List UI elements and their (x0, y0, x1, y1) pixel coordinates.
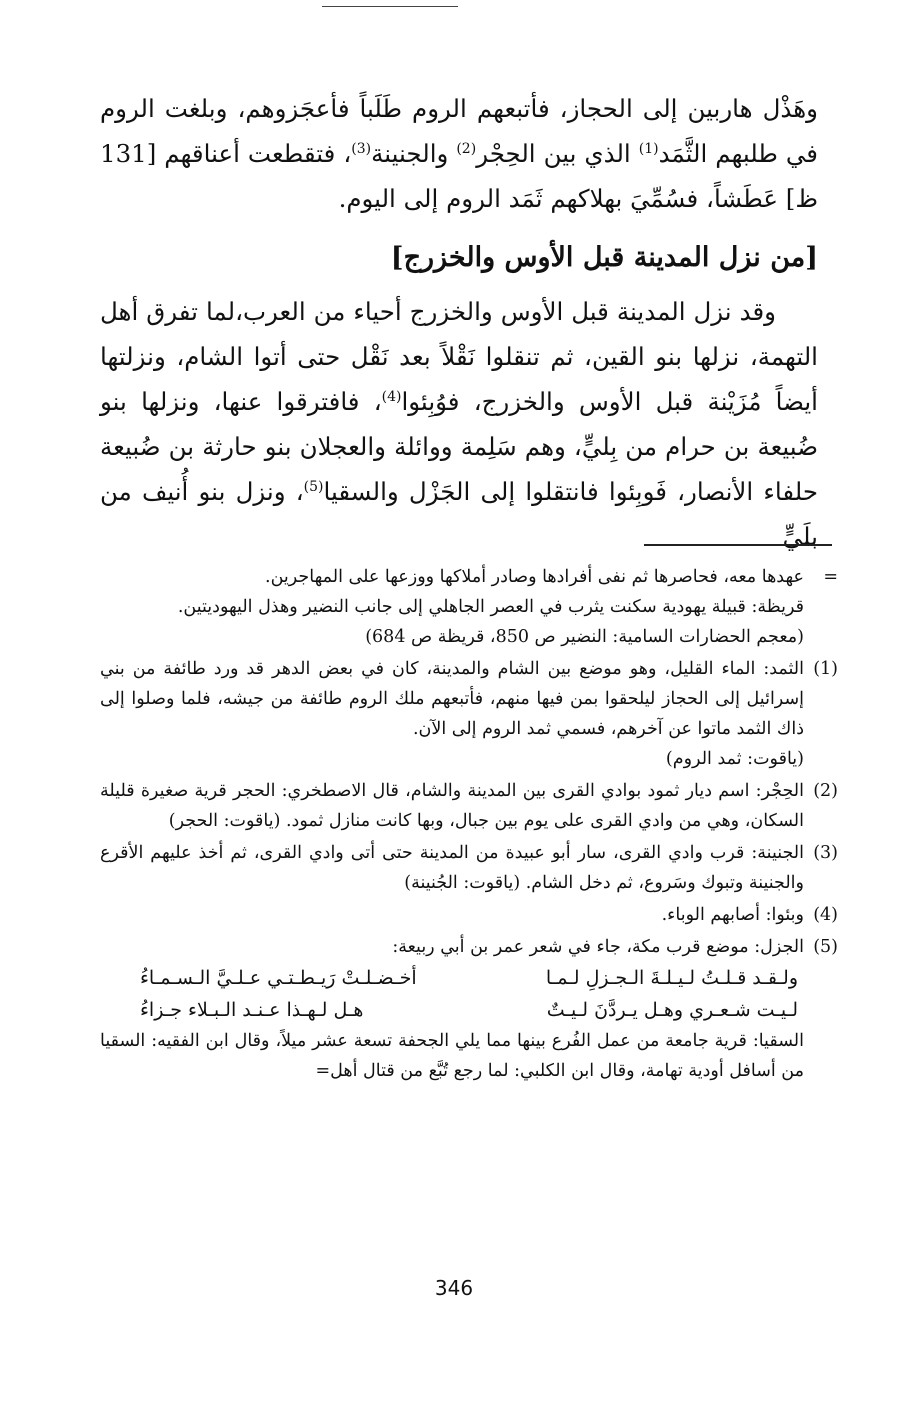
footnote-2 (100, 776, 838, 836)
footnote-text-continued: السقيا: قرية جامعة من عمل الفُرع بينها مما يلي الجحفة تسعة عشر ميلاً، وقال ابن الفقيه: السقيا من أسافل أودية تهامة، وقال ابن الكلبي: لما رجع تُبَّع من قتال أهل= (100, 1031, 804, 1081)
footnote-1 (100, 654, 838, 774)
footnote-ref-1[interactable]: (1) (638, 140, 659, 157)
footnote-number: (1) (813, 659, 838, 679)
footnote-continuation (100, 562, 838, 652)
continuation-line: عهدها معه، فحاصرها ثم نفى أفرادها وصادر أملاكها ووزعها على المهاجرين. (265, 567, 804, 587)
footnote-source: (ياقوت: ثمد الروم) (665, 749, 804, 769)
footnote-4 (100, 900, 838, 930)
footnote-3 (100, 838, 838, 898)
footnote-ref-3[interactable]: (3) (351, 140, 372, 157)
footnote-text: الجنينة: قرب وادي القرى، سار أبو عبيدة من المدينة حتى أتى وادي القرى، ثم أخذ عليهم الأقرع والجنينة وتبوك وسَروع، ثم دخل الشام. (ياقوت: الجُنينة) (100, 843, 804, 893)
continuation-marker: = (823, 567, 838, 587)
hemistich-first: ولـقـد قـلـتُ لـيـلـةَ الـجـزلِ لـمـا (545, 967, 798, 989)
paragraph-2: وقد نزل المدينة قبل الأوس والخزرج أحياء من العرب،لما تفرق أهل التهمة، نزلها بنو القين، ثم تنقلوا نَقْلاً بعد نَقْل حتى أتوا الشام، ونزلتها أيضاً مُزَيْنة قبل الأوس والخزرج، فوُبِئوا$^{(4)}$، فافترقوا عنها، ونزلها بنو ضُبيعة بن حرام من بِليٍّ، وهم سَلِمة ووائلة والعجلان بنو حارثة بن ضُبيعة حلفاء الأنصار، فَوبِئوا فانتقلوا إلى الجَزْل والسقيا$^{(5)}$، ونزل بنو أُنيف من بلَيٍّ (100, 297, 818, 551)
footnote-text: الثمد: الماء القليل، وهو موضع بين الشام والمدينة، كان في بعض الدهر قد ورد طائفة من بني إسرائيل إلى الحجاز ليلحقوا بمن فيها منهم، فأتبعهم ملك الروم طائفة من جيشه، فلما وصلوا إلى ذاك الثمد ماتوا عن آخرهم، فسمي ثمد الروم إلى الآن. (100, 659, 804, 739)
poem-verse-1 (100, 962, 804, 994)
footnote-separator (644, 544, 832, 546)
footnotes (100, 562, 838, 1088)
footnote-number: (3) (813, 843, 838, 863)
hemistich-second: هـل لـهـذا عـنـد الـبـلاء جـزاءُ (140, 999, 364, 1021)
hemistich-first: لـيـت شـعـري وهـل يـردَّنَ لـيـتٌ (546, 999, 798, 1021)
footnote-ref-4[interactable]: (4) (381, 388, 402, 405)
section-heading: [من نزل المدينة قبل الأوس والخزرج] (390, 242, 818, 273)
footnote-text: الجزل: موضع قرب مكة، جاء في شعر عمر بن أبي ربيعة: (392, 937, 804, 957)
footnote-number: (4) (813, 905, 838, 925)
footnote-number: (2) (813, 781, 838, 801)
top-rule (322, 6, 458, 7)
footnote-text: وبئوا: أصابهم الوباء. (661, 905, 804, 925)
footnote-ref-5[interactable]: (5) (303, 478, 324, 495)
footnote-5 (100, 932, 838, 1086)
continuation-line: قريظة: قبيلة يهودية سكنت يثرب في العصر الجاهلي إلى جانب النضير وهذل اليهوديتين. (177, 597, 804, 617)
footnote-number: (5) (813, 937, 838, 957)
main-text (100, 86, 818, 559)
poem-verse-2 (100, 994, 804, 1026)
continuation-source: (معجم الحضارات السامية: النضير ص 850، قريظة ص 684) (365, 627, 804, 647)
page-number: 346 (434, 1276, 474, 1300)
footnote-text: الحِجْر: اسم ديار ثمود بوادي القرى بين المدينة والشام، قال الاصطخري: الحجر قرية صغيرة قليلة السكان، وهي من وادي القرى على يوم بين جبال، وبها كانت منازل ثمود. (ياقوت: الحجر) (100, 781, 804, 831)
hemistich-second: أخـضـلـتْ رَيـطـتـي عـلـيَّ الـسـمـاءُ (140, 967, 417, 989)
paragraph-1: وهَذْل هاربين إلى الحجاز، فأتبعهم الروم طَلَباً فأعجَزوهم، وبلغت الروم في طلبهم الثَّمَد$^{(1)}$ الذي بين الحِجْر$^{(2)}$ والجنينة$^{(3)}$، فتقطعت أعناقهم [131 ظ] عَطَشاً، فسُمِّيَ بهلاكهم ثَمَد الروم إلى اليوم. (100, 94, 818, 213)
footnote-ref-2[interactable]: (2) (456, 140, 477, 157)
